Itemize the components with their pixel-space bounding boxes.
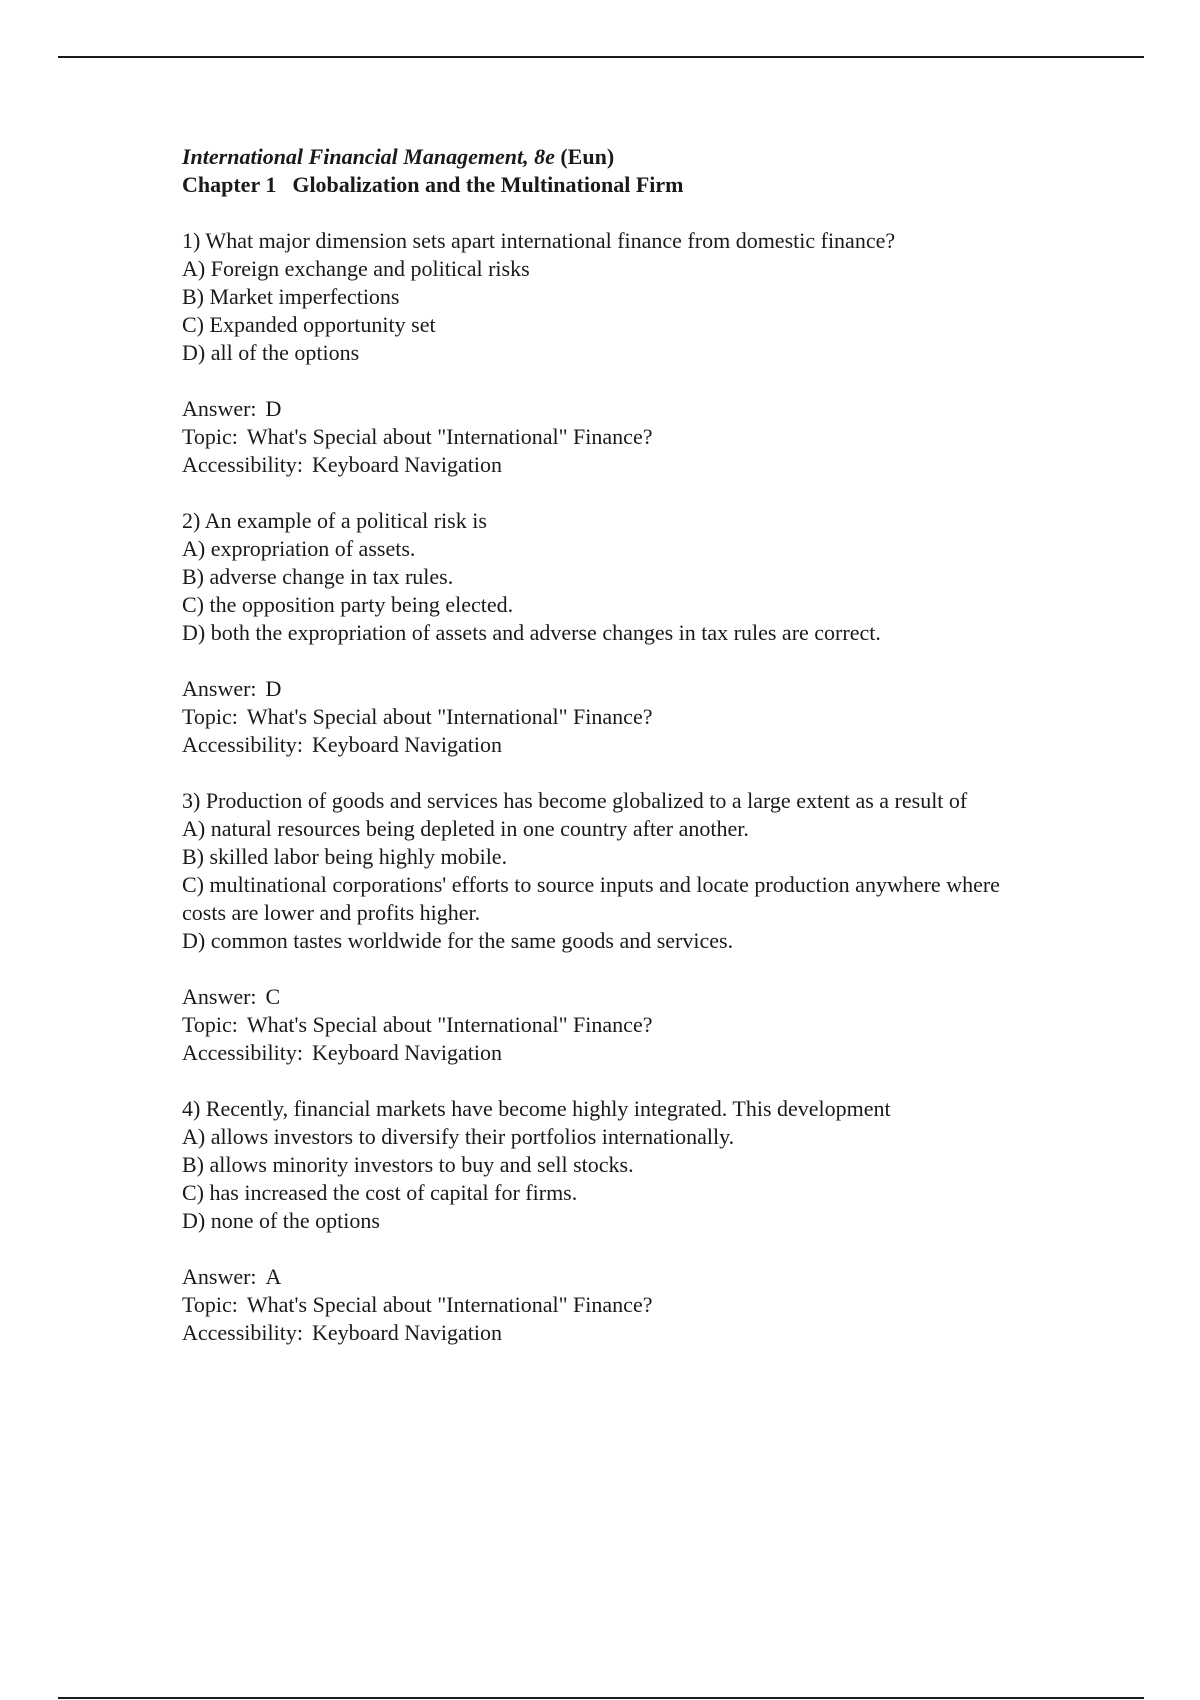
bottom-rule bbox=[58, 1697, 1144, 1699]
accessibility-label: Accessibility: bbox=[182, 732, 303, 757]
chapter-number: Chapter 1 bbox=[182, 172, 277, 197]
topic-line bbox=[182, 703, 1082, 731]
top-rule bbox=[58, 56, 1144, 58]
accessibility-label: Accessibility: bbox=[182, 1320, 303, 1345]
question-1 bbox=[182, 227, 1082, 479]
option-c: C) Expanded opportunity set bbox=[182, 312, 436, 337]
book-title: International Financial Management, 8e bbox=[182, 144, 555, 169]
option-d: D) both the expropriation of assets and adverse changes in tax rules are correct. bbox=[182, 620, 881, 645]
answer-label: Answer: bbox=[182, 676, 257, 701]
accessibility-value: Keyboard Navigation bbox=[311, 1320, 502, 1345]
option-d: D) none of the options bbox=[182, 1208, 380, 1233]
answer-block bbox=[182, 983, 1082, 1067]
option-d: D) all of the options bbox=[182, 340, 360, 365]
question-2 bbox=[182, 507, 1082, 759]
topic-value: What's Special about "International" Finance? bbox=[246, 424, 653, 449]
chapter-heading bbox=[182, 171, 1082, 199]
option-c: C) the opposition party being elected. bbox=[182, 592, 514, 617]
topic-label: Topic: bbox=[182, 704, 238, 729]
answer-line bbox=[182, 1263, 1082, 1291]
answer-value: A bbox=[265, 1264, 282, 1289]
answer-line bbox=[182, 983, 1082, 1011]
topic-label: Topic: bbox=[182, 1012, 238, 1037]
answer-label: Answer: bbox=[182, 396, 257, 421]
topic-label: Topic: bbox=[182, 424, 238, 449]
topic-label: Topic: bbox=[182, 1292, 238, 1317]
option-c: C) has increased the cost of capital for firms. bbox=[182, 1180, 578, 1205]
accessibility-label: Accessibility: bbox=[182, 452, 303, 477]
answer-value: D bbox=[265, 396, 282, 421]
question-3 bbox=[182, 787, 1082, 1067]
option-b: B) Market imperfections bbox=[182, 284, 400, 309]
accessibility-line bbox=[182, 731, 1082, 759]
answer-label: Answer: bbox=[182, 1264, 257, 1289]
question-stem: 3) Production of goods and services has become globalized to a large extent as a result of bbox=[182, 788, 968, 813]
accessibility-line bbox=[182, 1319, 1082, 1347]
option-a: A) natural resources being depleted in one country after another. bbox=[182, 816, 749, 841]
option-c: C) multinational corporations' efforts to source inputs and locate production anywhere where costs are lower and profits higher. bbox=[182, 872, 1000, 925]
accessibility-value: Keyboard Navigation bbox=[311, 1040, 502, 1065]
accessibility-line bbox=[182, 1039, 1082, 1067]
option-b: B) skilled labor being highly mobile. bbox=[182, 844, 508, 869]
question-4 bbox=[182, 1095, 1082, 1347]
book-author: (Eun) bbox=[560, 144, 615, 169]
topic-value: What's Special about "International" Finance? bbox=[246, 1292, 653, 1317]
question-stem: 1) What major dimension sets apart international finance from domestic finance? bbox=[182, 228, 896, 253]
topic-value: What's Special about "International" Finance? bbox=[246, 704, 653, 729]
answer-value: D bbox=[265, 676, 282, 701]
topic-line bbox=[182, 1291, 1082, 1319]
answer-block bbox=[182, 395, 1082, 479]
option-a: A) expropriation of assets. bbox=[182, 536, 416, 561]
document-body bbox=[182, 143, 1082, 1347]
answer-label: Answer: bbox=[182, 984, 257, 1009]
option-a: A) Foreign exchange and political risks bbox=[182, 256, 530, 281]
option-b: B) allows minority investors to buy and sell stocks. bbox=[182, 1152, 634, 1177]
question-stem: 4) Recently, financial markets have become highly integrated. This development bbox=[182, 1096, 891, 1121]
answer-block bbox=[182, 675, 1082, 759]
book-title-line bbox=[182, 143, 1082, 171]
accessibility-value: Keyboard Navigation bbox=[311, 732, 502, 757]
accessibility-value: Keyboard Navigation bbox=[311, 452, 502, 477]
option-d: D) common tastes worldwide for the same goods and services. bbox=[182, 928, 734, 953]
answer-line bbox=[182, 675, 1082, 703]
answer-line bbox=[182, 395, 1082, 423]
topic-line bbox=[182, 1011, 1082, 1039]
question-stem: 2) An example of a political risk is bbox=[182, 508, 487, 533]
answer-value: C bbox=[265, 984, 281, 1009]
option-a: A) allows investors to diversify their portfolios internationally. bbox=[182, 1124, 735, 1149]
chapter-title: Globalization and the Multinational Firm bbox=[292, 172, 684, 197]
option-b: B) adverse change in tax rules. bbox=[182, 564, 454, 589]
accessibility-line bbox=[182, 451, 1082, 479]
topic-value: What's Special about "International" Finance? bbox=[246, 1012, 653, 1037]
answer-block bbox=[182, 1263, 1082, 1347]
accessibility-label: Accessibility: bbox=[182, 1040, 303, 1065]
topic-line bbox=[182, 423, 1082, 451]
